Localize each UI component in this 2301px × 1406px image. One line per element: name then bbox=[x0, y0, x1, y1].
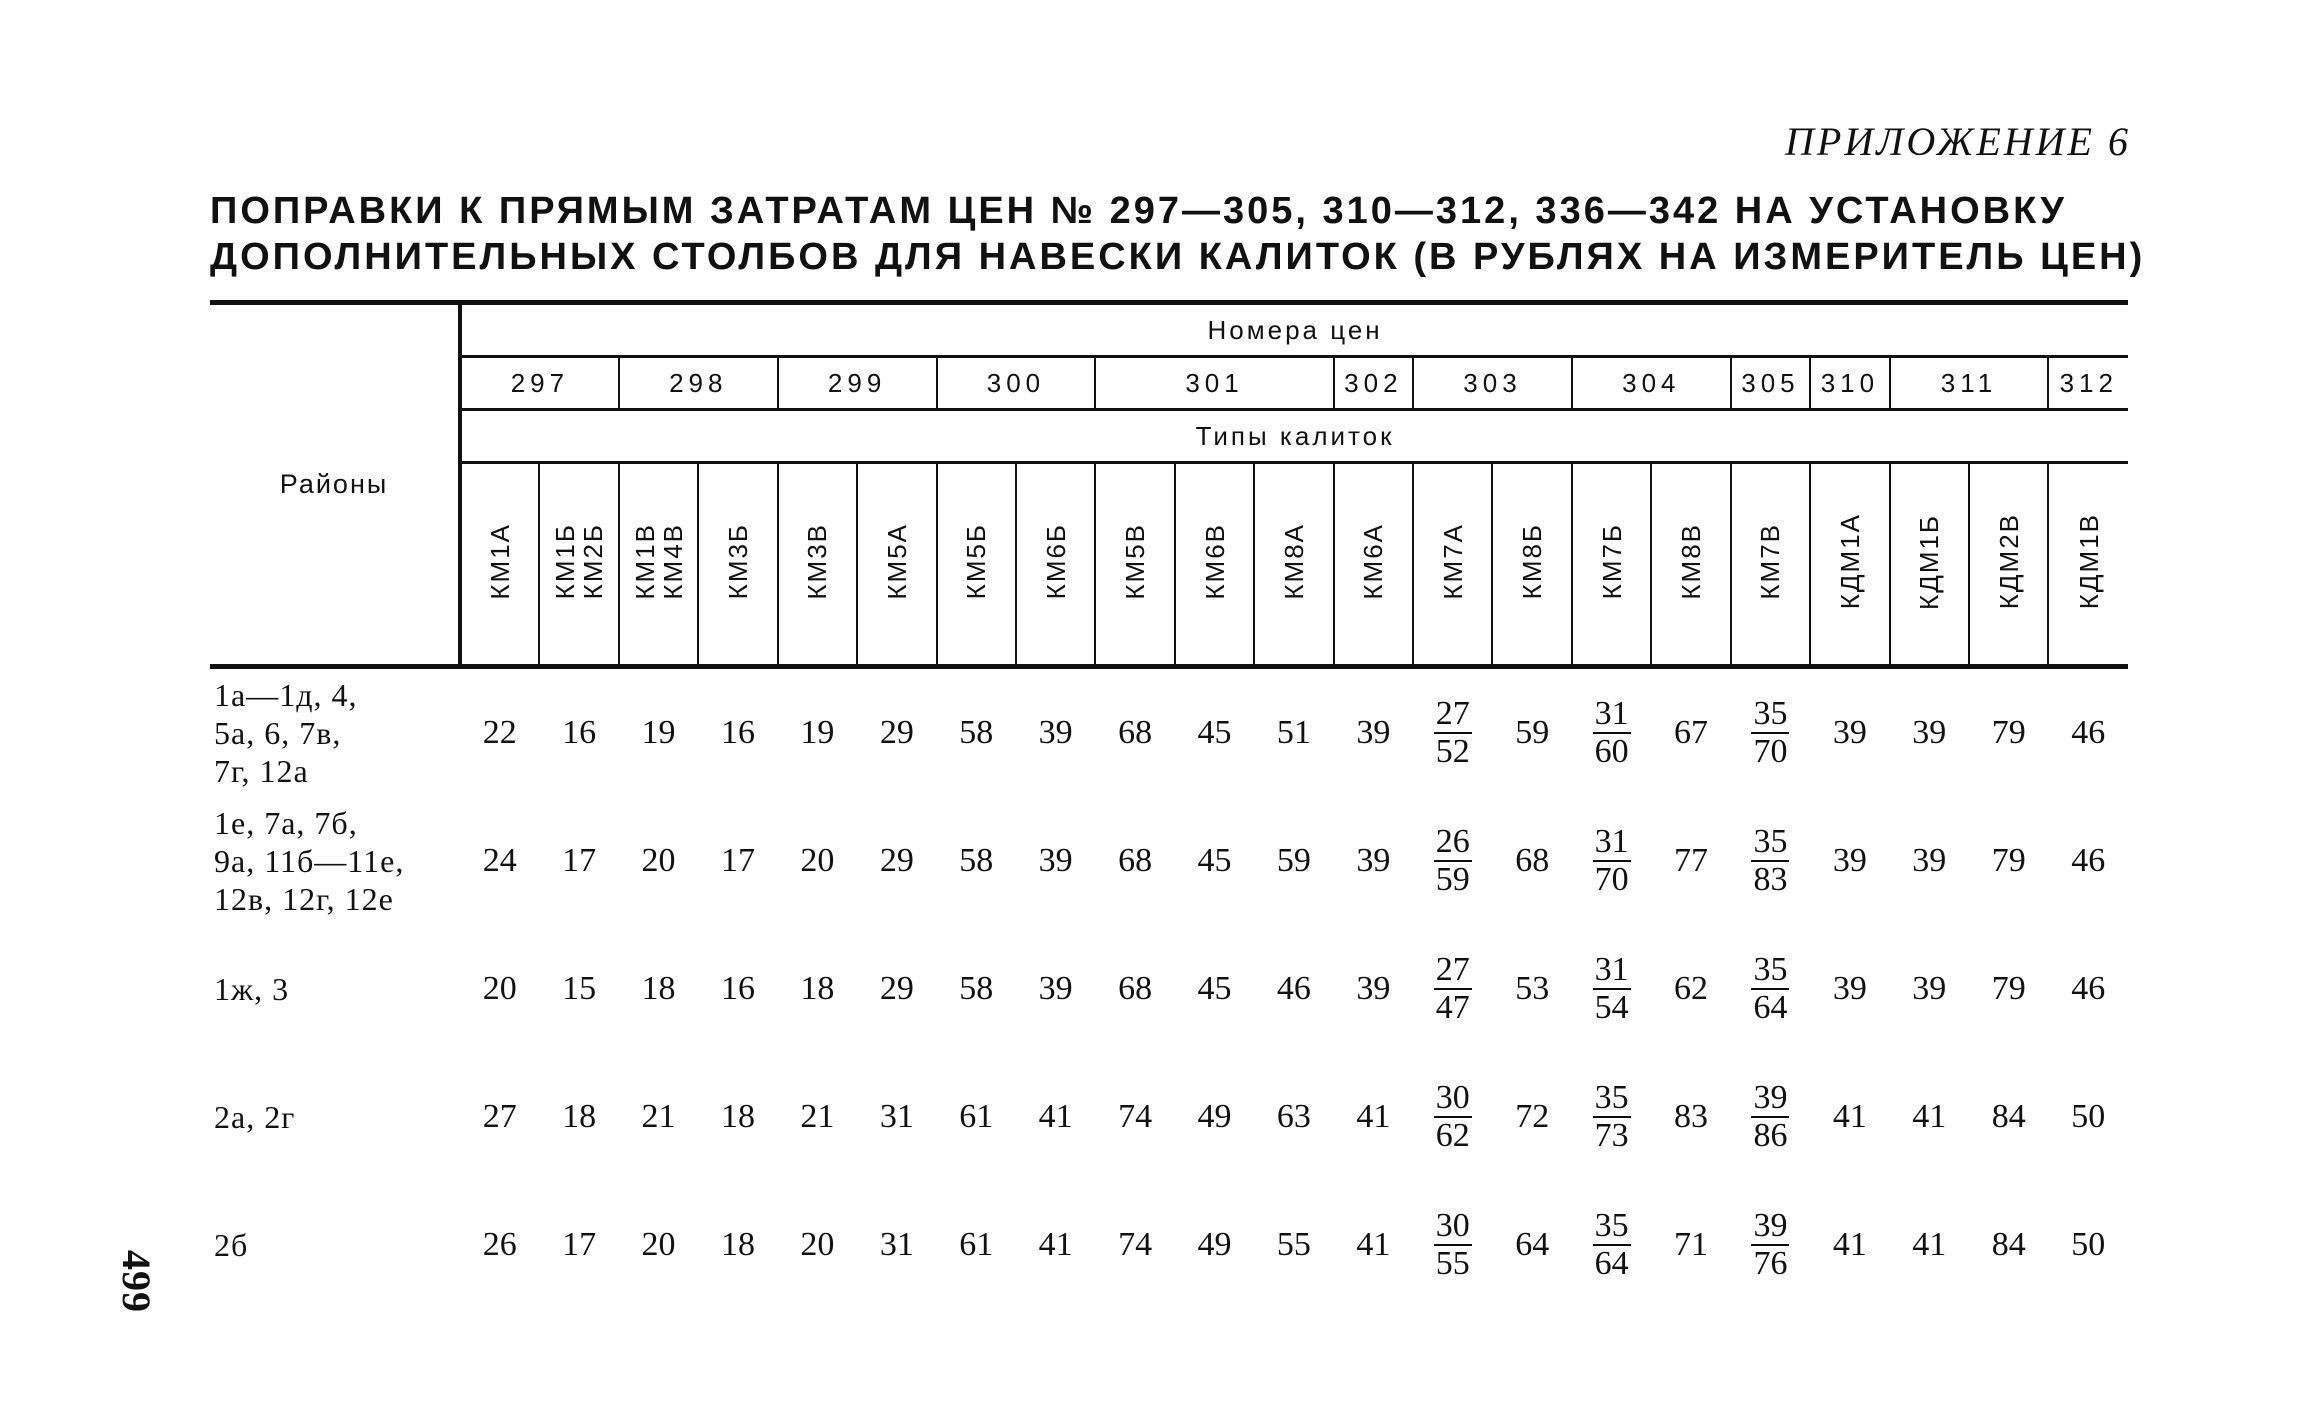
value-cell: 31 bbox=[879, 1226, 914, 1263]
value-cell: 74 bbox=[1118, 1098, 1153, 1135]
value-cell bbox=[1731, 1181, 1810, 1309]
value-cell: 64 bbox=[1515, 1226, 1550, 1263]
price-number-header: 299 bbox=[778, 357, 937, 410]
fraction-denominator: 73 bbox=[1594, 1116, 1629, 1154]
fraction-value bbox=[1751, 1208, 1789, 1282]
value-cell: 39 bbox=[1832, 714, 1867, 751]
value-cell: 53 bbox=[1515, 970, 1550, 1007]
fraction-denominator: 70 bbox=[1753, 732, 1788, 770]
gate-type-header bbox=[1175, 463, 1254, 667]
gate-type-header bbox=[1492, 463, 1571, 667]
value-cell: 55 bbox=[1276, 1226, 1311, 1263]
value-cell: 51 bbox=[1276, 714, 1311, 751]
value-cell: 68 bbox=[1515, 842, 1550, 879]
value-cell: 49 bbox=[1197, 1098, 1232, 1135]
gate-type-header bbox=[698, 463, 777, 667]
value-cell: 39 bbox=[1038, 970, 1073, 1007]
value-cell: 41 bbox=[1912, 1226, 1947, 1263]
region-cell bbox=[210, 667, 460, 798]
region-line: 9а, 11б—11е, bbox=[214, 843, 405, 879]
value-cell: 49 bbox=[1197, 1226, 1232, 1263]
gate-type-header bbox=[1095, 463, 1174, 667]
fraction-numerator: 35 bbox=[1753, 822, 1788, 860]
fraction-numerator: 30 bbox=[1435, 1078, 1470, 1116]
value-cell: 41 bbox=[1832, 1098, 1867, 1135]
value-cell: 68 bbox=[1118, 842, 1153, 879]
regions-header: Районы bbox=[210, 303, 460, 667]
value-cell: 41 bbox=[1356, 1226, 1391, 1263]
value-cell bbox=[1413, 797, 1492, 925]
value-cell: 39 bbox=[1038, 842, 1073, 879]
gate-type-header bbox=[539, 463, 618, 667]
fraction-denominator: 55 bbox=[1435, 1244, 1470, 1282]
value-cell bbox=[1413, 1053, 1492, 1181]
value-cell: 45 bbox=[1197, 714, 1232, 751]
value-cell: 46 bbox=[2071, 970, 2106, 1007]
value-cell: 45 bbox=[1197, 842, 1232, 879]
price-number-header: 301 bbox=[1095, 357, 1333, 410]
region-line: 1е, 7а, 7б, bbox=[214, 805, 358, 841]
fraction-numerator: 35 bbox=[1753, 950, 1788, 988]
value-cell: 84 bbox=[1991, 1098, 2026, 1135]
fraction-denominator: 62 bbox=[1435, 1116, 1470, 1154]
region-cell bbox=[210, 925, 460, 1053]
value-cell: 79 bbox=[1991, 714, 2026, 751]
value-cell: 46 bbox=[1276, 970, 1311, 1007]
price-number-header: 310 bbox=[1810, 357, 1889, 410]
gate-type-header bbox=[2048, 463, 2128, 667]
gate-type-label: КМ1Б КМ2Б bbox=[550, 523, 609, 600]
value-cell: 17 bbox=[562, 1226, 597, 1263]
value-cell: 39 bbox=[1356, 842, 1391, 879]
region-line: 5а, 6, 7в, bbox=[214, 715, 342, 751]
fraction-denominator: 54 bbox=[1594, 988, 1629, 1026]
region-line: 12в, 12г, 12е bbox=[214, 881, 394, 917]
gate-type-label: КМ8А bbox=[1278, 523, 1309, 600]
price-number-header: 302 bbox=[1334, 357, 1413, 410]
document-title bbox=[210, 188, 2146, 280]
fraction-value bbox=[1593, 1208, 1631, 1282]
fraction-denominator: 86 bbox=[1753, 1116, 1788, 1154]
fraction-numerator: 31 bbox=[1594, 822, 1629, 860]
gate-type-header bbox=[1572, 463, 1651, 667]
value-cell: 15 bbox=[562, 970, 597, 1007]
value-cell bbox=[1572, 925, 1651, 1053]
value-cell: 39 bbox=[1356, 714, 1391, 751]
value-cell: 18 bbox=[641, 970, 676, 1007]
page-number: 499 bbox=[114, 1250, 159, 1313]
appendix-label: ПРИЛОЖЕНИЕ 6 bbox=[1785, 119, 2131, 164]
value-cell bbox=[1413, 1181, 1492, 1309]
fraction-value bbox=[1434, 1208, 1472, 1282]
value-cell: 39 bbox=[1038, 714, 1073, 751]
region-line: 2б bbox=[214, 1227, 249, 1263]
price-number-header: 311 bbox=[1890, 357, 2049, 410]
value-cell: 77 bbox=[1674, 842, 1709, 879]
value-cell: 27 bbox=[482, 1098, 517, 1135]
gate-type-label: КДМ1В bbox=[2073, 513, 2104, 610]
region-cell bbox=[210, 1181, 460, 1309]
region-line: 7г, 12а bbox=[214, 753, 309, 789]
gate-type-header bbox=[1890, 463, 1969, 667]
gate-type-label: КМ6В bbox=[1199, 523, 1230, 600]
fraction-value bbox=[1751, 952, 1789, 1026]
value-cell: 20 bbox=[641, 842, 676, 879]
value-cell: 18 bbox=[720, 1226, 755, 1263]
fraction-value bbox=[1434, 824, 1472, 898]
value-cell: 46 bbox=[2071, 842, 2106, 879]
fraction-denominator: 83 bbox=[1753, 860, 1788, 898]
value-cell bbox=[1572, 797, 1651, 925]
gate-type-label: КМ1В КМ4В bbox=[629, 523, 688, 600]
region-line: 1ж, 3 bbox=[214, 971, 290, 1007]
fraction-value bbox=[1593, 696, 1631, 770]
region-line: 2а, 2г bbox=[214, 1099, 296, 1135]
value-cell bbox=[1413, 667, 1492, 798]
value-cell: 29 bbox=[879, 842, 914, 879]
gate-type-label: КДМ1А bbox=[1834, 513, 1865, 610]
value-cell: 41 bbox=[1832, 1226, 1867, 1263]
table-row bbox=[210, 1181, 2128, 1309]
fraction-numerator: 35 bbox=[1594, 1206, 1629, 1244]
value-cell: 61 bbox=[959, 1226, 994, 1263]
fraction-numerator: 27 bbox=[1435, 950, 1470, 988]
value-cell: 19 bbox=[641, 714, 676, 751]
value-cell: 39 bbox=[1912, 970, 1947, 1007]
value-cell: 72 bbox=[1515, 1098, 1550, 1135]
value-cell: 58 bbox=[959, 970, 994, 1007]
fraction-value bbox=[1751, 1080, 1789, 1154]
gate-type-header bbox=[460, 463, 539, 667]
value-cell: 41 bbox=[1912, 1098, 1947, 1135]
region-line: 1а—1д, 4, bbox=[214, 677, 358, 713]
value-cell: 68 bbox=[1118, 714, 1153, 751]
region-cell bbox=[210, 797, 460, 925]
gate-type-label: КМ8Б bbox=[1517, 523, 1548, 600]
value-cell: 29 bbox=[879, 714, 914, 751]
fraction-denominator: 64 bbox=[1594, 1244, 1629, 1282]
fraction-numerator: 35 bbox=[1753, 694, 1788, 732]
gate-type-label: КМ7Б bbox=[1596, 523, 1627, 600]
fraction-value bbox=[1434, 1080, 1472, 1154]
value-cell bbox=[1413, 925, 1492, 1053]
table-row bbox=[210, 667, 2128, 798]
value-cell: 59 bbox=[1515, 714, 1550, 751]
value-cell: 79 bbox=[1991, 970, 2026, 1007]
value-cell bbox=[1731, 1053, 1810, 1181]
gate-type-label: КМ6А bbox=[1358, 523, 1389, 600]
price-number-header: 304 bbox=[1572, 357, 1731, 410]
value-cell: 26 bbox=[482, 1226, 517, 1263]
fraction-denominator: 59 bbox=[1435, 860, 1470, 898]
gate-type-header bbox=[619, 463, 698, 667]
value-cell: 79 bbox=[1991, 842, 2026, 879]
value-cell: 41 bbox=[1038, 1098, 1073, 1135]
fraction-numerator: 39 bbox=[1753, 1078, 1788, 1116]
fraction-value bbox=[1593, 824, 1631, 898]
price-corrections-table bbox=[210, 300, 2128, 1309]
gate-type-header bbox=[937, 463, 1016, 667]
gate-type-label: КМ3Б bbox=[722, 523, 753, 600]
fraction-denominator: 52 bbox=[1435, 732, 1470, 770]
value-cell: 84 bbox=[1991, 1226, 2026, 1263]
value-cell: 21 bbox=[800, 1098, 835, 1135]
value-cell: 17 bbox=[720, 842, 755, 879]
value-cell: 39 bbox=[1832, 842, 1867, 879]
value-cell: 46 bbox=[2071, 714, 2106, 751]
title-line-2: ДОПОЛНИТЕЛЬНЫХ СТОЛБОВ ДЛЯ НАВЕСКИ КАЛИТОК (В РУБЛЯХ НА ИЗМЕРИТЕЛЬ ЦЕН) bbox=[210, 236, 2146, 278]
value-cell: 63 bbox=[1276, 1098, 1311, 1135]
value-cell: 20 bbox=[800, 842, 835, 879]
value-cell: 39 bbox=[1832, 970, 1867, 1007]
value-cell: 68 bbox=[1118, 970, 1153, 1007]
value-cell: 18 bbox=[720, 1098, 755, 1135]
fraction-numerator: 27 bbox=[1435, 694, 1470, 732]
value-cell bbox=[1572, 1053, 1651, 1181]
fraction-value bbox=[1434, 952, 1472, 1026]
value-cell: 62 bbox=[1674, 970, 1709, 1007]
fraction-numerator: 39 bbox=[1753, 1206, 1788, 1244]
value-cell: 45 bbox=[1197, 970, 1232, 1007]
gate-type-header bbox=[1254, 463, 1333, 667]
price-number-header: 298 bbox=[619, 357, 778, 410]
value-cell: 59 bbox=[1276, 842, 1311, 879]
fraction-numerator: 35 bbox=[1594, 1078, 1629, 1116]
price-corrections-table-wrap bbox=[210, 300, 2128, 1309]
value-cell bbox=[1731, 797, 1810, 925]
value-cell: 50 bbox=[2071, 1098, 2106, 1135]
value-cell: 22 bbox=[482, 714, 517, 751]
gate-type-label: КМ3В bbox=[802, 523, 833, 600]
gate-type-header bbox=[1810, 463, 1889, 667]
value-cell: 83 bbox=[1674, 1098, 1709, 1135]
value-cell: 24 bbox=[482, 842, 517, 879]
value-cell: 41 bbox=[1038, 1226, 1073, 1263]
value-cell: 58 bbox=[959, 842, 994, 879]
gate-type-label: КМ5В bbox=[1120, 523, 1151, 600]
value-cell: 20 bbox=[800, 1226, 835, 1263]
fraction-denominator: 60 bbox=[1594, 732, 1629, 770]
fraction-denominator: 70 bbox=[1594, 860, 1629, 898]
gate-type-label: КМ1А bbox=[485, 523, 516, 600]
fraction-denominator: 64 bbox=[1753, 988, 1788, 1026]
gate-type-label: КМ5Б bbox=[961, 523, 992, 600]
value-cell: 41 bbox=[1356, 1098, 1391, 1135]
gate-type-header bbox=[778, 463, 857, 667]
value-cell bbox=[1731, 925, 1810, 1053]
value-cell: 21 bbox=[641, 1098, 676, 1135]
gate-types-header: Типы калиток bbox=[460, 410, 2128, 463]
gate-type-header bbox=[1413, 463, 1492, 667]
value-cell: 61 bbox=[959, 1098, 994, 1135]
gate-type-label: КМ8В bbox=[1676, 523, 1707, 600]
value-cell: 58 bbox=[959, 714, 994, 751]
gate-type-header bbox=[1651, 463, 1730, 667]
fraction-numerator: 30 bbox=[1435, 1206, 1470, 1244]
value-cell: 39 bbox=[1912, 842, 1947, 879]
value-cell: 16 bbox=[720, 970, 755, 1007]
value-cell: 20 bbox=[641, 1226, 676, 1263]
value-cell: 74 bbox=[1118, 1226, 1153, 1263]
fraction-value bbox=[1751, 696, 1789, 770]
price-numbers-header: Номера цен bbox=[460, 303, 2128, 357]
value-cell bbox=[1731, 667, 1810, 798]
fraction-value bbox=[1751, 824, 1789, 898]
value-cell: 29 bbox=[879, 970, 914, 1007]
value-cell bbox=[1572, 667, 1651, 798]
value-cell: 20 bbox=[482, 970, 517, 1007]
gate-type-header bbox=[1731, 463, 1810, 667]
fraction-value bbox=[1593, 952, 1631, 1026]
value-cell: 19 bbox=[800, 714, 835, 751]
value-cell: 39 bbox=[1356, 970, 1391, 1007]
value-cell: 18 bbox=[800, 970, 835, 1007]
price-number-header: 303 bbox=[1413, 357, 1572, 410]
gate-type-header bbox=[1969, 463, 2048, 667]
value-cell: 16 bbox=[562, 714, 597, 751]
gate-type-label: КМ7А bbox=[1437, 523, 1468, 600]
price-number-header: 305 bbox=[1731, 357, 1810, 410]
price-number-header: 300 bbox=[937, 357, 1096, 410]
value-cell: 71 bbox=[1674, 1226, 1709, 1263]
price-number-header: 312 bbox=[2048, 357, 2128, 410]
fraction-numerator: 31 bbox=[1594, 950, 1629, 988]
title-line-1: ПОПРАВКИ К ПРЯМЫМ ЗАТРАТАМ ЦЕН № 297—305, 310—312, 336—342 НА УСТАНОВКУ bbox=[210, 190, 2067, 232]
price-number-header: 297 bbox=[460, 357, 619, 410]
value-cell bbox=[1572, 1181, 1651, 1309]
table-row bbox=[210, 797, 2128, 925]
fraction-denominator: 76 bbox=[1753, 1244, 1788, 1282]
fraction-numerator: 31 bbox=[1594, 694, 1629, 732]
fraction-numerator: 26 bbox=[1435, 822, 1470, 860]
gate-type-header bbox=[857, 463, 936, 667]
value-cell: 18 bbox=[562, 1098, 597, 1135]
value-cell: 31 bbox=[879, 1098, 914, 1135]
fraction-value bbox=[1434, 696, 1472, 770]
table-row bbox=[210, 1053, 2128, 1181]
gate-type-label: КМ5А bbox=[881, 523, 912, 600]
value-cell: 39 bbox=[1912, 714, 1947, 751]
table-row bbox=[210, 925, 2128, 1053]
value-cell: 50 bbox=[2071, 1226, 2106, 1263]
gate-type-label: КМ6Б bbox=[1040, 523, 1071, 600]
gate-type-header bbox=[1016, 463, 1095, 667]
value-cell: 17 bbox=[562, 842, 597, 879]
gate-type-label: КДМ2В bbox=[1993, 513, 2024, 610]
value-cell: 16 bbox=[720, 714, 755, 751]
value-cell: 67 bbox=[1674, 714, 1709, 751]
fraction-value bbox=[1593, 1080, 1631, 1154]
fraction-denominator: 47 bbox=[1435, 988, 1470, 1026]
gate-type-label: КДМ1Б bbox=[1914, 513, 1945, 610]
region-cell bbox=[210, 1053, 460, 1181]
gate-type-header bbox=[1334, 463, 1413, 667]
gate-type-label: КМ7В bbox=[1755, 523, 1786, 600]
